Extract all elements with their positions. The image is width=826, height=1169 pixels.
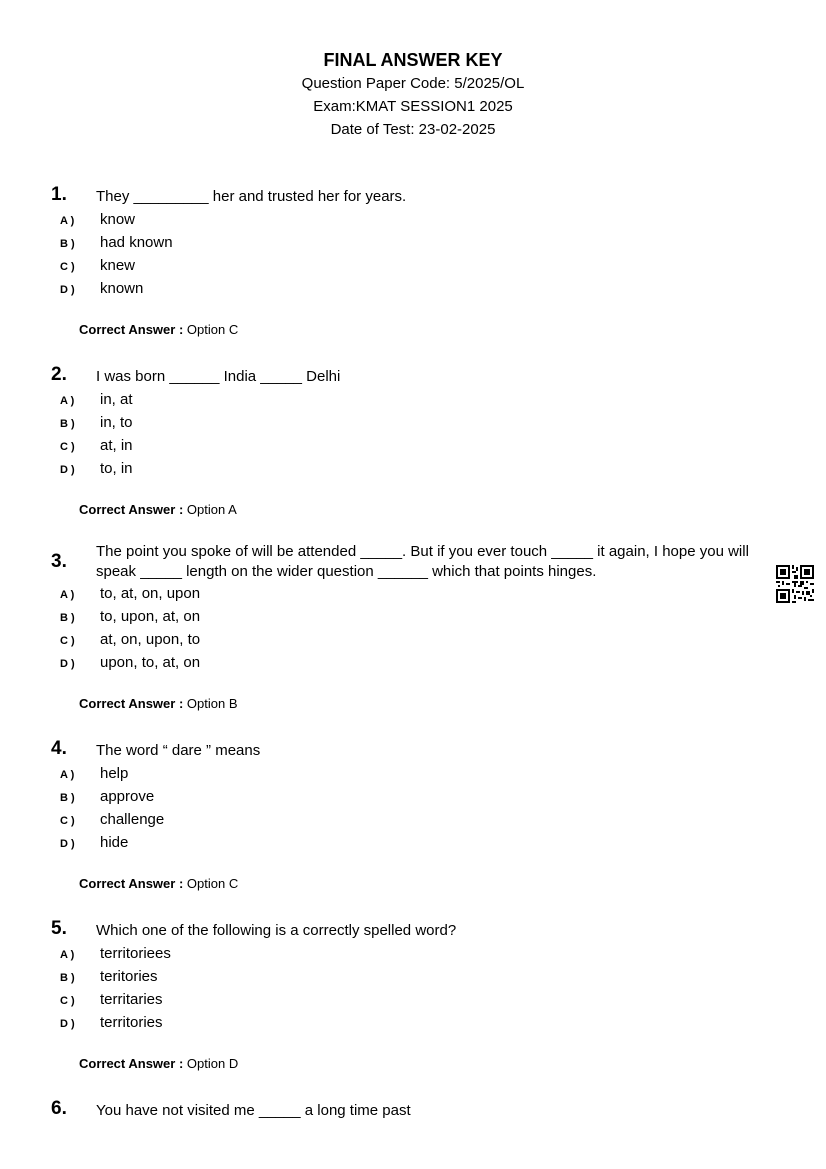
option-b bbox=[60, 414, 460, 437]
option-text: territaries bbox=[100, 991, 163, 1008]
correct-answer-4 bbox=[79, 876, 238, 892]
question-1-options bbox=[60, 211, 460, 303]
question-3-options bbox=[60, 585, 460, 677]
option-d bbox=[60, 460, 460, 483]
option-a bbox=[60, 391, 460, 414]
option-label: C ) bbox=[60, 815, 75, 827]
correct-answer-label: Correct Answer : bbox=[79, 502, 184, 517]
option-label: B ) bbox=[60, 418, 75, 430]
option-d bbox=[60, 834, 460, 857]
option-c bbox=[60, 811, 460, 834]
document-header bbox=[0, 48, 826, 141]
correct-answer-value: Option C bbox=[186, 876, 239, 891]
option-label: A ) bbox=[60, 589, 75, 601]
option-b bbox=[60, 608, 460, 631]
option-text: known bbox=[100, 280, 144, 297]
question-text: They _________ her and trusted her for years. bbox=[96, 188, 407, 205]
option-d bbox=[60, 654, 460, 677]
option-text: in, at bbox=[100, 391, 133, 408]
correct-answer-label: Correct Answer : bbox=[79, 876, 184, 891]
correct-answer-value: Option A bbox=[186, 502, 237, 517]
option-label: A ) bbox=[60, 215, 75, 227]
question-text: The point you spoke of will be attended _____. But if you ever touch _____ it again, I hope you will speak _____ length on the wider question ______ which that points hinges. bbox=[96, 543, 749, 580]
test-date: Date of Test: 23-02-2025 bbox=[330, 121, 496, 138]
document-title: FINAL ANSWER KEY bbox=[323, 50, 503, 70]
question-text: You have not visited me _____ a long time past bbox=[96, 1102, 411, 1119]
option-text: to, in bbox=[100, 460, 133, 477]
option-label: D ) bbox=[60, 838, 75, 850]
option-b bbox=[60, 788, 460, 811]
option-a bbox=[60, 765, 460, 788]
option-text: territoriees bbox=[100, 945, 171, 962]
option-label: D ) bbox=[60, 464, 75, 476]
question-text: I was born ______ India _____ Delhi bbox=[96, 368, 341, 385]
option-text: approve bbox=[100, 788, 155, 805]
question-number: 2. bbox=[51, 364, 67, 385]
exam-name: Exam:KMAT SESSION1 2025 bbox=[313, 98, 513, 115]
option-a bbox=[60, 211, 460, 234]
correct-answer-2 bbox=[79, 502, 237, 518]
option-c bbox=[60, 991, 460, 1014]
option-text: know bbox=[100, 211, 136, 228]
option-label: C ) bbox=[60, 635, 75, 647]
option-text: challenge bbox=[100, 811, 165, 828]
option-text: in, to bbox=[100, 414, 133, 431]
question-number: 1. bbox=[51, 184, 67, 205]
option-label: C ) bbox=[60, 441, 75, 453]
option-c bbox=[60, 257, 460, 280]
question-number: 4. bbox=[51, 738, 67, 759]
question-5-options bbox=[60, 945, 460, 1037]
question-number: 3. bbox=[51, 551, 67, 572]
correct-answer-value: Option C bbox=[186, 322, 239, 337]
option-text: at, in bbox=[100, 437, 133, 454]
option-label: D ) bbox=[60, 284, 75, 296]
question-2-options bbox=[60, 391, 460, 483]
option-label: B ) bbox=[60, 792, 75, 804]
correct-answer-value: Option B bbox=[186, 696, 238, 711]
option-label: B ) bbox=[60, 238, 75, 250]
option-text: help bbox=[100, 765, 129, 782]
option-text: upon, to, at, on bbox=[100, 654, 201, 671]
option-label: B ) bbox=[60, 972, 75, 984]
option-text: had known bbox=[100, 234, 173, 251]
correct-answer-label: Correct Answer : bbox=[79, 696, 184, 711]
option-c bbox=[60, 437, 460, 460]
correct-answer-label: Correct Answer : bbox=[79, 322, 184, 337]
option-text: knew bbox=[100, 257, 136, 274]
question-number: 6. bbox=[51, 1098, 67, 1119]
option-b bbox=[60, 968, 460, 991]
question-text: The word “ dare ” means bbox=[96, 742, 261, 759]
option-text: at, on, upon, to bbox=[100, 631, 201, 648]
option-d bbox=[60, 280, 460, 303]
qr-code-icon bbox=[776, 565, 814, 603]
question-paper-code: Question Paper Code: 5/2025/OL bbox=[301, 75, 525, 92]
question-number: 5. bbox=[51, 918, 67, 939]
option-b bbox=[60, 234, 460, 257]
option-label: A ) bbox=[60, 769, 75, 781]
option-c bbox=[60, 631, 460, 654]
correct-answer-5 bbox=[79, 1056, 238, 1072]
option-d bbox=[60, 1014, 460, 1037]
option-text: to, upon, at, on bbox=[100, 608, 201, 625]
option-label: C ) bbox=[60, 995, 75, 1007]
option-label: A ) bbox=[60, 395, 75, 407]
option-text: to, at, on, upon bbox=[100, 585, 201, 602]
option-label: D ) bbox=[60, 658, 75, 670]
option-text: hide bbox=[100, 834, 129, 851]
option-text: territories bbox=[100, 1014, 163, 1031]
question-4-options bbox=[60, 765, 460, 857]
correct-answer-value: Option D bbox=[186, 1056, 239, 1071]
option-label: A ) bbox=[60, 949, 75, 961]
option-text: teritories bbox=[100, 968, 158, 985]
option-label: D ) bbox=[60, 1018, 75, 1030]
correct-answer-1 bbox=[79, 322, 238, 338]
question-text: Which one of the following is a correctly spelled word? bbox=[96, 922, 457, 939]
option-a bbox=[60, 945, 460, 968]
option-label: C ) bbox=[60, 261, 75, 273]
option-label: B ) bbox=[60, 612, 75, 624]
option-a bbox=[60, 585, 460, 608]
correct-answer-label: Correct Answer : bbox=[79, 1056, 184, 1071]
correct-answer-3 bbox=[79, 696, 238, 712]
